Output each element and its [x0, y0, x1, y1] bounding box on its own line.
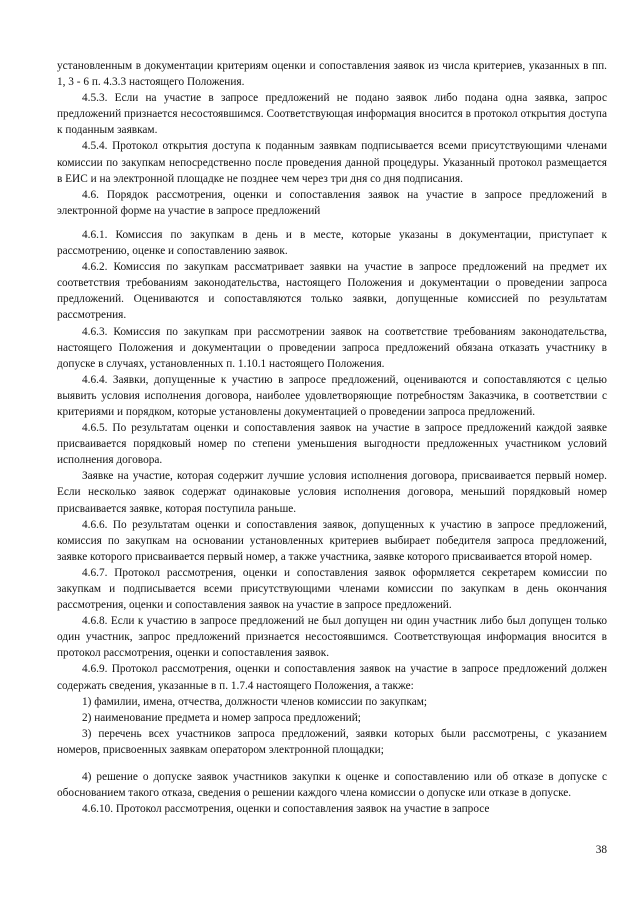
paragraph-4-6-9: 4.6.9. Протокол рассмотрения, оценки и сопоставления заявок на участие в запросе предложений должен содержать сведения, указанные в п. 1.7.4 настоящего Положения, а также: — [57, 663, 607, 692]
paragraph-4-6-8: 4.6.8. Если к участию в запросе предложений не был допущен ни один участник либо был допущен только один участник, запрос предложений признается несостоявшимся. Соответствующая информация вносится в протокол рассмотрения, оценки и сопоставления заявок. — [57, 615, 607, 660]
page-number: 38 — [595, 844, 607, 856]
paragraph-4-6-3: 4.6.3. Комиссия по закупкам при рассмотрении заявок на соответствие требованиям законодательства, настоящего Положения и документации о проведении запроса предложений обязана отказать участнику в допуске в случаях, установленных п. 1.10.1 настоящего Положения. — [57, 325, 607, 370]
paragraph-criteria-continuation: установленным в документации критериям оценки и сопоставления заявок из числа критериев, указанных в пп. 1, 3 - 6 п. 4.3.3 настоящего Положения. — [57, 60, 607, 89]
list-item-4: 4) решение о допуске заявок участников закупки к оценке и сопоставлению или об отказе в допуске с обоснованием такого отказа, сведения о решении каждого члена комиссии о допуске или отказе в допуске. — [57, 771, 607, 800]
paragraph-4-6-6: 4.6.6. По результатам оценки и сопоставления заявок, допущенных к участию в запросе предложений, комиссия по закупкам на основании установленных критериев выбирает победителя запроса предложений, заявке которого присваивается первый номер, а также участника, заявке которого присваивается второй номер. — [57, 518, 607, 563]
list-item-2: 2) наименование предмета и номер запроса предложений; — [82, 711, 361, 724]
paragraph-4-6-10: 4.6.10. Протокол рассмотрения, оценки и сопоставления заявок на участие в запросе — [82, 803, 490, 816]
paragraph-4-6-4: 4.6.4. Заявки, допущенные к участию в запросе предложений, оцениваются и сопоставляются с целью выявить условия исполнения договора, наиболее удовлетворяющие потребностям Заказчика, в соответствии с критериями и порядком, которые установлены документацией о проведении запроса предложений. — [57, 373, 607, 418]
paragraph-4-6-5: 4.6.5. По результатам оценки и сопоставления заявок на участие в запросе предложений каждой заявке присваивается порядковый номер по степени уменьшения выгодности предложенных участником условий исполнения договора. — [57, 422, 607, 467]
paragraph-4-6-2: 4.6.2. Комиссия по закупкам рассматривает заявки на участие в запросе предложений на предмет их соответствия требованиям законодательства, настоящего Положения и документации о проведении запроса предложений. Оцениваются и сопоставляются только заявки, допущенные комиссией по результатам рассмотрения. — [57, 261, 607, 322]
paragraph-4-6-7: 4.6.7. Протокол рассмотрения, оценки и сопоставления заявок оформляется секретарем комиссии по закупкам и подписывается всеми присутствующими членами комиссии по закупкам в день окончания рассмотрения, оценки и сопоставления заявок на участие в запросе предложений. — [57, 566, 607, 612]
paragraph-4-5-4: 4.5.4. Протокол открытия доступа к поданным заявкам подписывается всеми присутствующими членами комиссии по закупкам непосредственно после проведения данной процедуры. Указанный протокол размещается в ЕИС и на электронной площадке не позднее чем через три дня со дня подписания. — [57, 140, 607, 185]
section-heading-4-6: 4.6. Порядок рассмотрения, оценки и сопоставления заявок на участие в запросе предложений в электронной форме на участие в запросе предложений — [57, 188, 607, 217]
paragraph-4-6-1: 4.6.1. Комиссия по закупкам в день и в месте, которые указаны в документации, приступает к рассмотрению, оценке и сопоставлению заявок. — [57, 228, 607, 258]
paragraph-first-number: Заявке на участие, которая содержит лучшие условия исполнения договора, присваивается первый номер. Если несколько заявок содержат одинаковые условия исполнения договора, меньший порядковый номер присваивается заявке, которая поступила раньше. — [57, 470, 607, 515]
document-body — [57, 58, 607, 817]
list-item-1: 1) фамилии, имена, отчества, должности членов комиссии по закупкам; — [82, 695, 428, 708]
list-item-3: 3) перечень всех участников запроса предложений, заявки которых были рассмотрены, с указанием номеров, присвоенных заявкам оператором электронной площадки; — [57, 727, 607, 756]
paragraph-4-5-3: 4.5.3. Если на участие в запросе предложений не подано заявок либо подана одна заявка, запрос предложений признается несостоявшимся. Соответствующая информация вносится в протокол открытия доступа к поданным заявкам. — [57, 92, 607, 137]
